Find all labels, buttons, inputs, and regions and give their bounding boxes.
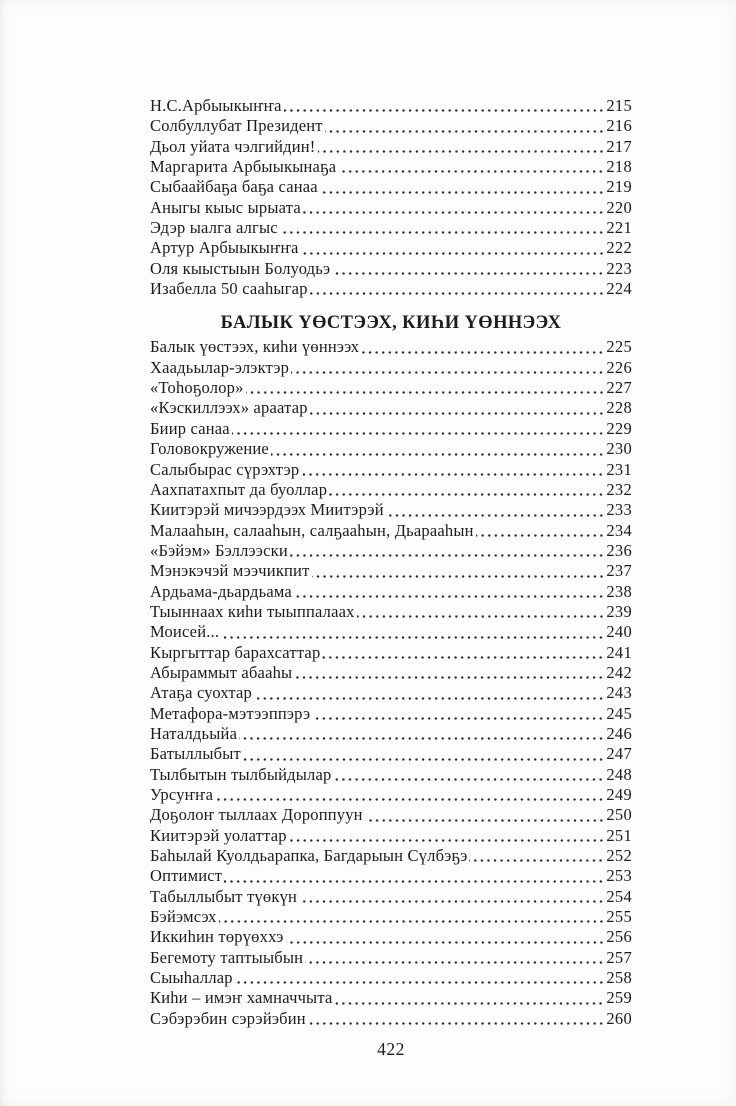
dot-leader [301, 463, 605, 480]
toc-entry-page: 216 [606, 116, 632, 136]
toc-entry-title: Киһи – имэҥ хамначчыта [150, 988, 333, 1008]
toc-entry-title: Киитэрэй уолаттар [150, 825, 287, 845]
toc-entry [150, 500, 632, 520]
toc-entry-page: 217 [606, 136, 632, 156]
toc-entry-page: 219 [606, 177, 632, 197]
toc-entry-page: 221 [606, 218, 632, 238]
toc-entry [150, 765, 632, 785]
toc-entry [150, 744, 632, 764]
toc-entry-page: 223 [606, 258, 632, 278]
dot-leader [239, 728, 605, 745]
toc-entry-page: 240 [606, 622, 632, 642]
toc-entry-page: 231 [606, 459, 632, 479]
toc-entry-title: Мэнэкэчэй мээчикпит [150, 561, 310, 581]
toc-entry-title: Артур Арбыыкыҥҥа [150, 238, 299, 258]
dot-leader [291, 362, 605, 379]
toc-entry [150, 643, 632, 663]
dot-leader [338, 161, 605, 178]
dot-leader [334, 992, 605, 1009]
toc-entry-page: 252 [606, 846, 632, 866]
dot-leader [232, 423, 606, 440]
toc-entry [150, 683, 632, 703]
dot-leader [476, 524, 606, 541]
toc-entry [150, 866, 632, 886]
dot-leader [294, 585, 605, 602]
toc-entry [150, 561, 632, 581]
toc-entry-title: «Тоһоҕолор» [150, 378, 244, 398]
dot-leader [294, 667, 605, 684]
toc-entry-page: 248 [606, 764, 632, 784]
toc-entry-page: 236 [606, 540, 632, 560]
dot-leader [219, 911, 606, 928]
toc-entry-title: Баһылай Куолдьарапка, Багдарыын Сүлбэҕэ [150, 846, 468, 866]
dot-leader [310, 402, 606, 419]
dot-leader [322, 646, 605, 663]
toc-entry [150, 724, 632, 744]
toc-entry [150, 826, 632, 846]
toc-entry-title: Ардьама-дьардьама [150, 581, 292, 601]
dot-leader [386, 504, 606, 521]
toc-entry [150, 419, 632, 439]
toc-entry [150, 887, 632, 907]
toc-entry-page: 257 [606, 947, 632, 967]
dot-leader [224, 870, 605, 887]
dot-leader [243, 748, 605, 765]
toc-entry-title: Доҕолоҥ тыллаах Дороппуун [150, 805, 363, 825]
toc-entry [150, 358, 632, 378]
toc-entry-page: 247 [606, 744, 632, 764]
toc-entry [150, 805, 632, 825]
dot-leader [235, 972, 606, 989]
toc-entry-title: Атаҕа суохтар [150, 683, 252, 703]
toc-entry-page: 238 [606, 581, 632, 601]
toc-entry [150, 846, 632, 866]
toc-entry-page: 228 [606, 398, 632, 418]
toc-entry-title: Сыбаайбаҕа баҕа санаа [150, 177, 318, 197]
dot-leader [301, 242, 606, 259]
dot-leader [280, 222, 606, 239]
toc-entry-title: Аахпатахпыт да буоллар [150, 479, 328, 499]
toc-entry-title: Наталдьыйа [150, 723, 238, 743]
toc-entry-page: 250 [606, 805, 632, 825]
toc-entry-title: Балык үөстээх, киһи үөннээх [150, 337, 360, 357]
toc-entry-title: Иккиһин төрүөххэ [150, 927, 284, 947]
toc-entry-title: Бэйэмсэх [150, 907, 217, 927]
toc-entry-page: 230 [606, 439, 632, 459]
toc-entry-title: Хаадьылар-элэктэр [150, 357, 290, 377]
toc-entry [150, 622, 632, 642]
dot-leader [357, 606, 606, 623]
toc-entry [150, 198, 632, 218]
toc-entry-title: «Кэскиллээх» араатар [150, 398, 308, 418]
dot-leader [246, 382, 606, 399]
toc-entry-title: Кыргыттар барахсаттар [150, 642, 321, 662]
toc-entry-page: 226 [606, 357, 632, 377]
toc-entry-page: 243 [606, 683, 632, 703]
dot-leader [303, 202, 605, 219]
toc-entry [150, 259, 632, 279]
toc-entry-title: Тылбытын тылбыйдылар [150, 764, 332, 784]
toc-entry [150, 704, 632, 724]
dot-leader [332, 263, 605, 280]
toc-entry-page: 258 [606, 968, 632, 988]
toc-list-second-section [150, 337, 632, 1029]
toc-entry-page: 242 [606, 662, 632, 682]
toc-entry [150, 968, 632, 988]
toc-entry [150, 582, 632, 602]
toc-entry-title: Батыллыбыт [150, 744, 241, 764]
toc-entry-page: 232 [606, 479, 632, 499]
toc-entry [150, 439, 632, 459]
toc-entry [150, 238, 632, 258]
toc-entry [150, 1009, 632, 1029]
dot-leader [221, 626, 605, 643]
toc-entry-title: Солбуллубат Президент [150, 116, 323, 136]
toc-entry [150, 218, 632, 238]
toc-entry [150, 398, 632, 418]
dot-leader [318, 141, 606, 158]
toc-entry-page: 218 [606, 157, 632, 177]
toc-entry-title: Абыраммыт абааһы [150, 662, 293, 682]
toc-entry-title: Сыыһаллар [150, 968, 233, 988]
dot-leader [361, 341, 605, 358]
dot-leader [312, 707, 605, 724]
toc-entry-title: Салыбырас сүрэхтэр [150, 459, 300, 479]
dot-leader [305, 952, 605, 969]
toc-content [150, 96, 632, 1029]
toc-entry-page: 246 [606, 723, 632, 743]
toc-entry [150, 337, 632, 357]
dot-leader [290, 545, 605, 562]
toc-entry-page: 234 [606, 520, 632, 540]
toc-entry-title: Аныгы кыыс ырыата [150, 197, 301, 217]
dot-leader [286, 931, 606, 948]
dot-leader [308, 1013, 606, 1030]
toc-entry-title: Табыллыбыт түөкүн [150, 886, 298, 906]
toc-entry-title: Моисей... [150, 622, 220, 642]
dot-leader [289, 830, 606, 847]
toc-entry [150, 927, 632, 947]
toc-entry-page: 224 [606, 279, 632, 299]
toc-entry [150, 279, 632, 299]
toc-entry-page: 256 [606, 927, 632, 947]
toc-entry-page: 220 [606, 197, 632, 217]
toc-entry [150, 480, 632, 500]
toc-entry-page: 245 [606, 703, 632, 723]
toc-entry-title: Н.С.Арбыыкыҥҥа [150, 96, 282, 115]
toc-entry-title: Эдэр ыалга алгыс [150, 218, 278, 238]
dot-leader [299, 891, 605, 908]
toc-entry-title: Маргарита Арбыыкынаҕа [150, 157, 337, 177]
dot-leader [320, 181, 606, 198]
toc-entry-page: 233 [606, 500, 632, 520]
dot-leader [333, 769, 605, 786]
dot-leader [254, 687, 605, 704]
toc-entry-title: Оптимист [150, 866, 223, 886]
toc-entry-page: 251 [606, 825, 632, 845]
toc-entry-page: 215 [606, 96, 632, 115]
toc-entry-page: 225 [606, 337, 632, 357]
toc-entry [150, 157, 632, 177]
dot-leader [325, 120, 606, 137]
toc-entry [150, 177, 632, 197]
toc-entry-title: Тыыннаах киһи тыыппалаах [150, 601, 355, 621]
toc-entry [150, 378, 632, 398]
toc-entry-page: 260 [606, 1008, 632, 1028]
toc-entry-title: Биир санаа [150, 418, 230, 438]
toc-entry [150, 602, 632, 622]
toc-entry [150, 663, 632, 683]
toc-entry-page: 241 [606, 642, 632, 662]
dot-leader [469, 850, 605, 867]
toc-entry [150, 541, 632, 561]
toc-entry [150, 521, 632, 541]
toc-entry [150, 785, 632, 805]
toc-entry-title: Киитэрэй мичээрдээх Миитэрэй [150, 500, 384, 520]
dot-leader [329, 484, 605, 501]
toc-entry-page: 239 [606, 601, 632, 621]
toc-entry-title: Метафора-мэтээппэрэ [150, 703, 311, 723]
dot-leader [310, 283, 606, 300]
toc-entry-page: 237 [606, 561, 632, 581]
toc-entry-page: 229 [606, 418, 632, 438]
toc-entry-title: Малааһын, салааһын, салҕааһын, Дьарааһын [150, 520, 474, 540]
dot-leader [215, 789, 605, 806]
section-heading: БАЛЫК ҮӨСТЭЭХ, КИҺИ ҮӨННЭЭХ [220, 313, 562, 334]
toc-entry-title: Изабелла 50 сааһыгар [150, 279, 308, 299]
toc-entry [150, 116, 632, 136]
dot-leader [284, 100, 606, 117]
toc-entry-page: 249 [606, 785, 632, 804]
toc-entry-page: 259 [606, 988, 632, 1008]
toc-entry-title: Сэбэрэбин сэрэйэбин [150, 1008, 306, 1028]
toc-entry-title: «Бэйэм» Бэллээски [150, 540, 288, 560]
toc-entry [150, 460, 632, 480]
toc-list-first-section [150, 96, 632, 299]
dot-leader [312, 565, 606, 582]
toc-entry-title: Головокружение [150, 439, 269, 459]
toc-entry [150, 137, 632, 157]
dot-leader [365, 809, 606, 826]
toc-entry [150, 988, 632, 1008]
toc-entry [150, 907, 632, 927]
toc-entry-title: Дьол уйата чэлгийдин! [150, 136, 316, 156]
toc-entry-page: 253 [606, 866, 632, 886]
toc-entry-page: 254 [606, 886, 632, 906]
toc-entry [150, 96, 632, 116]
toc-entry-title: Оля кыыстыын Болуодьэ [150, 258, 331, 278]
toc-entry-page: 222 [606, 238, 632, 258]
toc-entry-title: Бегемоту таптыыбын [150, 947, 304, 967]
toc-entry-title: Урсуҥҥа [150, 785, 214, 804]
toc-entry [150, 948, 632, 968]
dot-leader [271, 443, 605, 460]
page-number: 422 [377, 1039, 405, 1059]
toc-entry-page: 255 [606, 907, 632, 927]
toc-entry-page: 227 [606, 378, 632, 398]
